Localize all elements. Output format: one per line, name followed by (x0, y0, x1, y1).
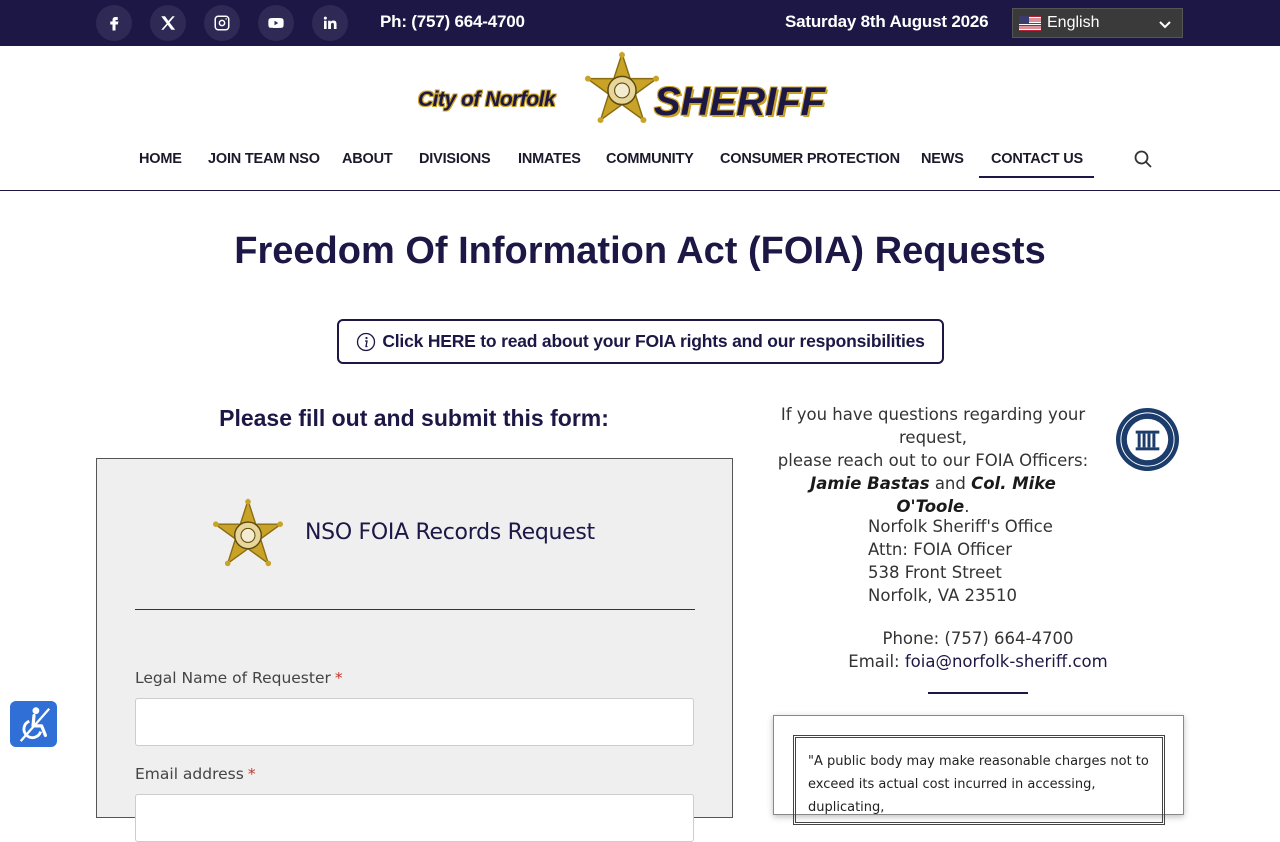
address-line: 538 Front Street (868, 563, 1002, 582)
officer-name-2: Col. Mike O'Toole (896, 474, 1056, 516)
facebook-icon[interactable] (96, 5, 132, 41)
foia-email-link[interactable]: foia@norfolk-sheriff.com (904, 652, 1108, 671)
header-date: Saturday 8th August 2026 (785, 12, 989, 31)
email-label: Email: (848, 652, 900, 671)
top-bar (0, 0, 1280, 46)
contact-question: If you have questions regarding your request, (780, 405, 1086, 447)
foia-contact-info (773, 403, 1093, 518)
nav-active-indicator (979, 176, 1094, 178)
nav-about[interactable]: ABOUT (342, 151, 393, 167)
chevron-down-icon (1158, 16, 1172, 30)
email-input[interactable] (135, 794, 694, 842)
contact-officers (773, 472, 1093, 518)
form-divider (135, 609, 695, 610)
linkedin-icon[interactable] (312, 5, 348, 41)
page-title: Freedom Of Information Act (FOIA) Requests (234, 230, 1046, 272)
header-phone[interactable]: Ph: (757) 664-4700 (380, 12, 525, 31)
nav-contact-us[interactable]: CONTACT US (991, 151, 1083, 167)
foia-seal-icon (1115, 407, 1180, 472)
x-twitter-icon[interactable] (150, 5, 186, 41)
foia-request-form (96, 458, 733, 818)
language-label: English (1047, 14, 1100, 31)
info-icon (356, 332, 376, 352)
foia-quote-text: "A public body may make reasonable charges not to exceed its actual cost incurred in accessing, duplicating, (793, 735, 1165, 825)
contact-divider (928, 692, 1028, 694)
foia-email-line (773, 650, 1183, 673)
instagram-icon[interactable] (204, 5, 240, 41)
officer-name-1: Jamie Bastas (810, 474, 930, 493)
logo-sheriff-text: SHERIFF (654, 80, 826, 124)
foia-phone: Phone: (757) 664-4700 (882, 629, 1074, 648)
foia-rights-label: Click HERE to read about your FOIA rights and our responsibilities (382, 331, 925, 351)
required-marker: * (247, 765, 256, 783)
language-selector[interactable] (1012, 8, 1183, 38)
contact-officers-intro: please reach out to our FOIA Officers: (777, 451, 1089, 470)
nav-inmates[interactable]: INMATES (518, 151, 581, 167)
required-marker: * (334, 669, 343, 687)
legal-name-input[interactable] (135, 698, 694, 746)
address-line: Attn: FOIA Officer (868, 540, 1013, 559)
nav-join-team-nso[interactable]: JOIN TEAM NSO (208, 151, 320, 167)
youtube-icon[interactable] (258, 5, 294, 41)
legal-name-label-text: Legal Name of Requester (135, 669, 331, 687)
site-logo[interactable] (418, 52, 862, 128)
nav-home[interactable]: HOME (139, 151, 182, 167)
nav-community[interactable]: COMMUNITY (606, 151, 694, 167)
nav-news[interactable]: NEWS (921, 151, 964, 167)
foia-quote-box (773, 715, 1184, 815)
logo-city-text: City of Norfolk (418, 88, 556, 111)
sheriff-star-icon (584, 52, 660, 126)
sheriff-badge-icon (212, 499, 284, 569)
form-title: NSO FOIA Records Request (305, 520, 595, 545)
header-divider (0, 190, 1280, 191)
officers-and: and (934, 474, 966, 493)
mailing-address (868, 515, 1053, 607)
accessibility-icon[interactable] (10, 701, 57, 747)
email-label (135, 765, 256, 783)
address-line: Norfolk Sheriff's Office (868, 517, 1053, 536)
legal-name-label (135, 669, 343, 687)
nav-consumer-protection[interactable]: CONSUMER PROTECTION (720, 151, 900, 167)
form-heading: Please fill out and submit this form: (219, 405, 609, 431)
foia-rights-button[interactable] (337, 319, 944, 364)
nav-divisions[interactable]: DIVISIONS (419, 151, 491, 167)
us-flag-icon (1019, 16, 1041, 31)
email-label-text: Email address (135, 765, 244, 783)
address-line: Norfolk, VA 23510 (868, 586, 1018, 605)
officers-period: . (964, 497, 970, 516)
search-icon[interactable] (1133, 149, 1155, 171)
